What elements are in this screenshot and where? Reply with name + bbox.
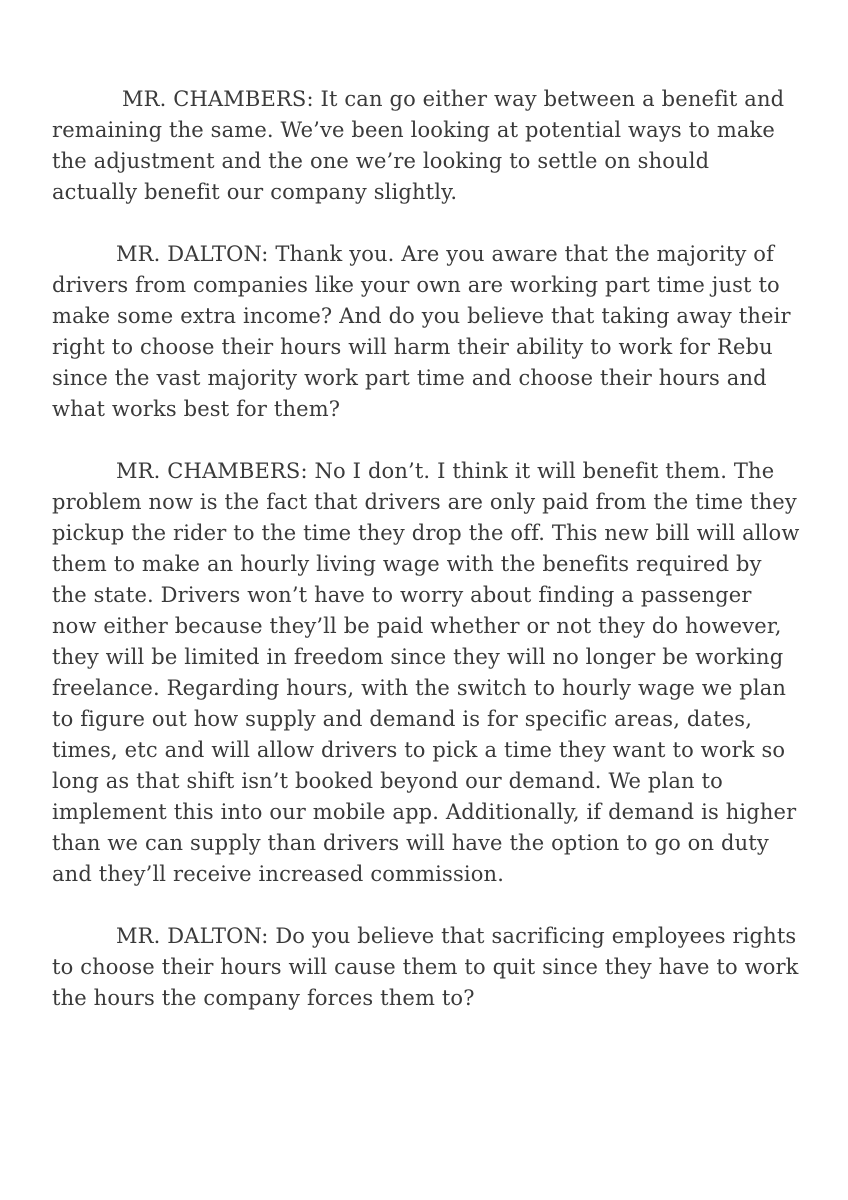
speaker-name: MR. DALTON: (116, 924, 269, 948)
speaker-name: MR. DALTON: (116, 242, 269, 266)
speaker-name: MR. CHAMBERS: (116, 459, 308, 483)
transcript-paragraph (52, 84, 800, 208)
speech-text: No I don’t. I think it will benefit them. The problem now is the fact that drivers are only paid from the time they pickup the rider to the time they drop the off. This new bill will allow them to make an hourly living wage with the benefits required by the state. Drivers won’t have to worry about finding a passenger now either because they’ll be paid whether or not they do however, they will be limited in freedom since they will no longer be working freelance. Regarding hours, with the switch to hourly wage we plan to figure out how supply and demand is for specific areas, dates, times, etc and will allow drivers to pick a time they want to work so long as that shift isn’t booked beyond our demand. We plan to implement this into our mobile app. Additionally, if demand is higher than we can supply than drivers will have the option to go on duty and they’ll receive increased commission. (52, 459, 800, 886)
speaker-name: MR. CHAMBERS: (122, 87, 314, 111)
speech-text: It can go either way between a benefit and remaining the same. We’ve been looking at potential ways to make the adjustment and the one we’re looking to settle on should actually benefit our company slightly. (52, 87, 785, 204)
transcript-page (52, 84, 800, 1045)
speech-text: Thank you. Are you aware that the majority of drivers from companies like your own are working part time just to make some extra income? And do you believe that taking away their right to choose their hours will harm their ability to work for Rebu since the vast majority work part time and choose their hours and what works best for them? (52, 242, 791, 421)
speech-text: Do you believe that sacrificing employees rights to choose their hours will cause them to quit since they have to work the hours the company forces them to? (52, 924, 799, 1010)
transcript-paragraph (52, 239, 800, 425)
transcript-paragraph (52, 456, 800, 890)
transcript-paragraph (52, 921, 800, 1014)
